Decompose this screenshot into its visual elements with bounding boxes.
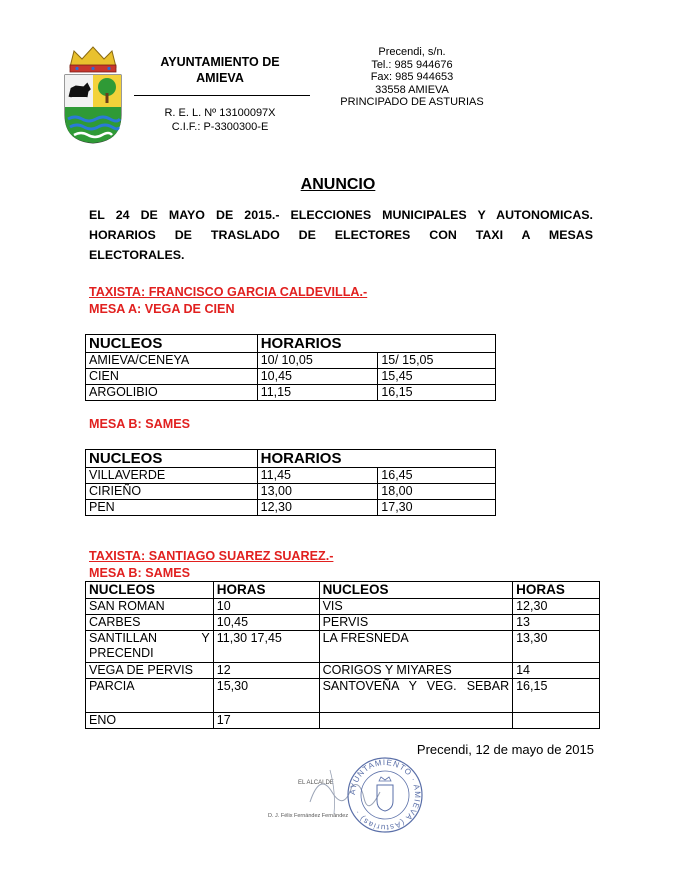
cell-hora: 13,30: [513, 631, 600, 663]
header-horarios: HORARIOS: [257, 450, 495, 468]
cell-nucleo: PERVIS: [319, 615, 513, 631]
postal-line: 33558 AMIEVA: [375, 83, 449, 96]
official-stamp: [345, 755, 425, 835]
cell-nucleo: ENO: [86, 713, 214, 729]
table-row: [86, 713, 600, 729]
coat-of-arms-logo: [62, 45, 124, 145]
table-row: [86, 679, 600, 713]
table-row: [86, 500, 496, 516]
cell-time-morning: 13,00: [257, 484, 378, 500]
cell-nucleo: PEN: [86, 500, 258, 516]
cell-hora: 12: [213, 663, 319, 679]
table-header-row: [86, 582, 600, 599]
cell-time-morning: 11,45: [257, 468, 378, 484]
cell-time-afternoon: 17,30: [378, 500, 496, 516]
table-row: [86, 631, 600, 663]
cell-hora: 16,15: [513, 679, 600, 713]
table-row: [86, 468, 496, 484]
rel-number: R. E. L. Nº 13100097X: [164, 107, 276, 119]
cell-time-morning: 10,45: [257, 369, 378, 385]
cell-nucleo: CIRIEÑO: [86, 484, 258, 500]
page-title: ANUNCIO: [300, 176, 376, 193]
cell-nucleo: AMIEVA/CENEYA: [86, 353, 258, 369]
cell-hora: 11,30 17,45: [213, 631, 319, 663]
phone-line: Tel.: 985 944676: [371, 58, 453, 71]
cell-nucleo: VIS: [319, 599, 513, 615]
cell-nucleo: ARGOLIBIO: [86, 385, 258, 401]
intro-line: EL 24 DE MAYO DE 2015.- ELECCIONES MUNICIPALES Y AUTONOMICAS.: [89, 208, 593, 222]
cif-number: C.I.F.: P-3300300-E: [171, 121, 269, 133]
header-nucleos: NUCLEOS: [86, 450, 258, 468]
cell-time-morning: 11,15: [257, 385, 378, 401]
table-row: [86, 599, 600, 615]
cell-time-morning: 10/ 10,05: [257, 353, 378, 369]
org-line-1: AYUNTAMIENTO DE: [160, 55, 280, 69]
table-mesa-a: [85, 334, 496, 401]
signature-name: D. J. Félix Fernández Fernández: [268, 813, 349, 819]
header-nucleos: NUCLEOS: [86, 582, 214, 599]
mesa-a-heading: MESA A: VEGA DE CIEN: [89, 302, 235, 316]
table-row: [86, 663, 600, 679]
cell-nucleo: PARCIA: [86, 679, 214, 713]
cell-hora: 15,30: [213, 679, 319, 713]
cell-time-afternoon: 15/ 15,05: [378, 353, 496, 369]
table-row: [86, 353, 496, 369]
organization-name: [136, 54, 304, 86]
header-divider: [134, 95, 310, 96]
taxista-2-heading: TAXISTA: SANTIAGO SUAREZ SUAREZ.-: [89, 549, 334, 563]
org-line-2: AMIEVA: [196, 71, 244, 85]
svg-text:AYUNTAMIENTO · AMIEVA (Asturia: [348, 758, 422, 832]
cell-nucleo: SANTOVEÑA Y VEG. SEBAR: [319, 679, 513, 713]
mesa-b-heading: MESA B: SAMES: [89, 417, 190, 431]
document-date: Precendi, 12 de mayo de 2015: [416, 742, 594, 757]
cell-time-afternoon: 15,45: [378, 369, 496, 385]
table-mesa-b: [85, 449, 496, 516]
cell-time-afternoon: 16,15: [378, 385, 496, 401]
header-horas: HORAS: [513, 582, 600, 599]
mesa-b-2-heading: MESA B: SAMES: [89, 566, 190, 580]
cell-time-morning: 12,30: [257, 500, 378, 516]
cell-nucleo: CARBES: [86, 615, 214, 631]
header-horarios: HORARIOS: [257, 335, 495, 353]
table-row: [86, 484, 496, 500]
cell-nucleo: VILLAVERDE: [86, 468, 258, 484]
taxista-1-heading: TAXISTA: FRANCISCO GARCIA CALDEVILLA.-: [89, 285, 368, 299]
cell-nucleo: SANTILLAN Y PRECENDI: [86, 631, 214, 663]
table-row: [86, 369, 496, 385]
cell-time-afternoon: 16,45: [378, 468, 496, 484]
cell-hora: 14: [513, 663, 600, 679]
cell-hora: 10: [213, 599, 319, 615]
cell-nucleo: CIEN: [86, 369, 258, 385]
cell-nucleo: VEGA DE PERVIS: [86, 663, 214, 679]
region-line: PRINCIPADO DE ASTURIAS: [340, 96, 484, 108]
signature-role: EL ALCALDE: [298, 780, 334, 786]
fax-line: Fax: 985 944653: [370, 71, 454, 83]
cell-nucleo: CORIGOS Y MIYARES: [319, 663, 513, 679]
cell-hora: 13: [513, 615, 600, 631]
header-nucleos: NUCLEOS: [319, 582, 513, 599]
table-row: [86, 615, 600, 631]
registry-info: [136, 106, 304, 134]
table-santiago: [85, 581, 600, 729]
table-header-row: [86, 450, 496, 468]
header-nucleos: NUCLEOS: [86, 335, 258, 353]
table-header-row: [86, 335, 496, 353]
table-row: [86, 385, 496, 401]
cell-hora: 10,45: [213, 615, 319, 631]
stamp-text: AYUNTAMIENTO · AMIEVA (Asturias) ·: [347, 757, 423, 833]
cell-hora: 17: [213, 713, 319, 729]
cell-nucleo: SAN ROMAN: [86, 599, 214, 615]
cell-time-afternoon: 18,00: [378, 484, 496, 500]
cell-hora: [513, 713, 600, 729]
intro-line: HORARIOS DE TRASLADO DE ELECTORES CON TAXI A MESAS: [89, 228, 593, 242]
cell-nucleo: LA FRESNEDA: [319, 631, 513, 663]
address-line: Precendi, s/n.: [378, 46, 446, 58]
cell-nucleo: [319, 713, 513, 729]
intro-paragraph: [89, 205, 593, 265]
header-horas: HORAS: [213, 582, 319, 599]
address-block: [322, 46, 502, 109]
intro-line: ELECTORALES.: [89, 248, 185, 262]
cell-hora: 12,30: [513, 599, 600, 615]
